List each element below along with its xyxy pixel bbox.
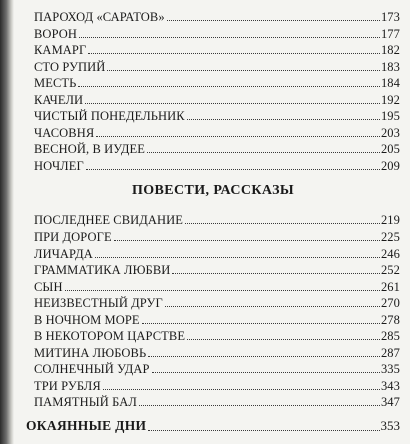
toc-entry-title: ТРИ РУБЛЯ <box>34 378 101 393</box>
toc-entry-title: ПАМЯТНЫЙ БАЛ <box>34 395 137 410</box>
toc-entry-page: 246 <box>380 246 400 261</box>
toc-entry-title: МЕСТЬ <box>34 76 77 91</box>
toc-leader-dots <box>152 372 380 373</box>
toc-entry-title: СОЛНЕЧНЫЙ УДАР <box>34 362 150 377</box>
toc-entry-title: В НОЧНОМ МОРЕ <box>34 312 140 327</box>
toc-entry-final <box>26 416 400 434</box>
toc-entry <box>34 211 400 227</box>
toc-entry-page: 184 <box>380 76 400 91</box>
toc-entry <box>34 41 400 57</box>
toc-entry-page: 353 <box>380 418 400 433</box>
toc-leader-dots <box>167 20 380 21</box>
toc-leader-dots <box>79 37 380 38</box>
toc-entry-title: КАМАРГ <box>34 43 87 58</box>
toc-entry-title: СЫН <box>34 279 63 294</box>
toc-entry-title: ПРИ ДОРОГЕ <box>34 230 112 244</box>
toc-leader-dots <box>139 405 380 406</box>
toc-entry-title: ВОРОН <box>34 26 78 41</box>
toc-entry <box>34 91 400 107</box>
toc-entry-page: 270 <box>380 296 400 311</box>
toc-leader-dots <box>148 430 379 431</box>
toc-entry-page: 209 <box>380 158 400 173</box>
toc-leader-dots <box>78 86 380 87</box>
toc-entry <box>34 294 400 310</box>
toc-leader-dots <box>187 339 380 340</box>
toc-entry-page: 203 <box>380 125 400 140</box>
toc-entry <box>34 360 400 376</box>
toc-entry <box>34 8 400 24</box>
toc-entry-title: ПАРОХОД «САРАТОВ» <box>34 10 165 24</box>
toc-leader-dots <box>103 389 380 390</box>
toc-entry-page: 343 <box>380 378 400 393</box>
toc-leader-dots <box>114 240 380 241</box>
toc-entry-page: 225 <box>380 230 400 244</box>
book-binding-shadow <box>0 0 14 444</box>
toc-entry-page: 173 <box>380 10 400 24</box>
toc-entry-page: 261 <box>380 279 400 294</box>
toc-entry-title: ВЕСНОЙ, В ИУДЕЕ <box>34 142 146 157</box>
toc-entry-page: 177 <box>380 26 400 41</box>
toc-entry-page: 287 <box>380 345 400 360</box>
contents-page <box>26 0 400 444</box>
toc-leader-dots <box>187 119 380 120</box>
section-heading: ПОВЕСТИ, РАССКАЗЫ <box>131 183 295 199</box>
toc-entry-page: 195 <box>380 109 400 124</box>
toc-entry <box>34 344 400 360</box>
toc-entry-title: ЛИЧАРДА <box>34 246 93 261</box>
toc-leader-dots <box>65 290 380 291</box>
toc-entry <box>34 25 400 41</box>
toc-entry <box>34 140 400 156</box>
toc-entry-page: 252 <box>380 263 400 278</box>
toc-entry-page: 192 <box>380 92 400 107</box>
toc-entry-page: 278 <box>380 312 400 327</box>
toc-entry-title: МИТИНА ЛЮБОВЬ <box>34 345 147 360</box>
toc-entry-page: 205 <box>380 142 400 157</box>
toc-leader-dots <box>147 152 380 153</box>
toc-entry <box>34 261 400 277</box>
toc-entry-title: ЧАСОВНЯ <box>34 125 95 140</box>
toc-entry-page: 335 <box>380 362 400 377</box>
toc-leader-dots <box>185 223 380 224</box>
toc-leader-dots <box>95 257 380 258</box>
toc-entry <box>34 228 400 244</box>
toc-entry-title: В НЕКОТОРОМ ЦАРСТВЕ <box>34 329 186 344</box>
toc-entry-page: 347 <box>380 395 400 410</box>
toc-entry <box>34 124 400 140</box>
toc-entry <box>34 393 400 409</box>
toc-entry-page: 183 <box>380 59 400 74</box>
toc-entry-page: 182 <box>380 43 400 58</box>
toc-leader-dots <box>148 356 380 357</box>
toc-leader-dots <box>86 169 380 170</box>
toc-entry-title: КАЧЕЛИ <box>34 92 84 107</box>
toc-entry <box>34 245 400 261</box>
toc-entry-page: 219 <box>380 213 400 228</box>
toc-entry <box>34 58 400 74</box>
toc-entry-title: НЕИЗВЕСТНЫЙ ДРУГ <box>34 296 163 311</box>
toc-entry-title: ПОСЛЕДНЕЕ СВИДАНИЕ <box>34 213 184 228</box>
toc-entry-title: ЧИСТЫЙ ПОНЕДЕЛЬНИК <box>34 109 185 124</box>
toc-leader-dots <box>142 323 380 324</box>
toc-entry-title: СТО РУПИЙ <box>34 59 106 74</box>
toc-leader-dots <box>88 53 380 54</box>
toc-leader-dots <box>172 273 380 274</box>
toc-entry-title: ОКАЯННЫЕ ДНИ <box>26 418 147 433</box>
toc-entry <box>34 107 400 123</box>
toc-entry-title: НОЧЛЕГ <box>34 158 84 173</box>
toc-entry <box>34 327 400 343</box>
toc-entry <box>34 157 400 173</box>
toc-entry <box>34 311 400 327</box>
toc-leader-dots <box>85 103 380 104</box>
toc-entry <box>34 278 400 294</box>
toc-leader-dots <box>165 306 380 307</box>
toc-leader-dots <box>107 70 380 71</box>
toc-entry-title: ГРАММАТИКА ЛЮБВИ <box>34 263 171 278</box>
toc-entry <box>34 74 400 90</box>
toc-leader-dots <box>96 136 380 137</box>
toc-entry-page: 285 <box>380 329 400 344</box>
toc-entry <box>34 377 400 393</box>
